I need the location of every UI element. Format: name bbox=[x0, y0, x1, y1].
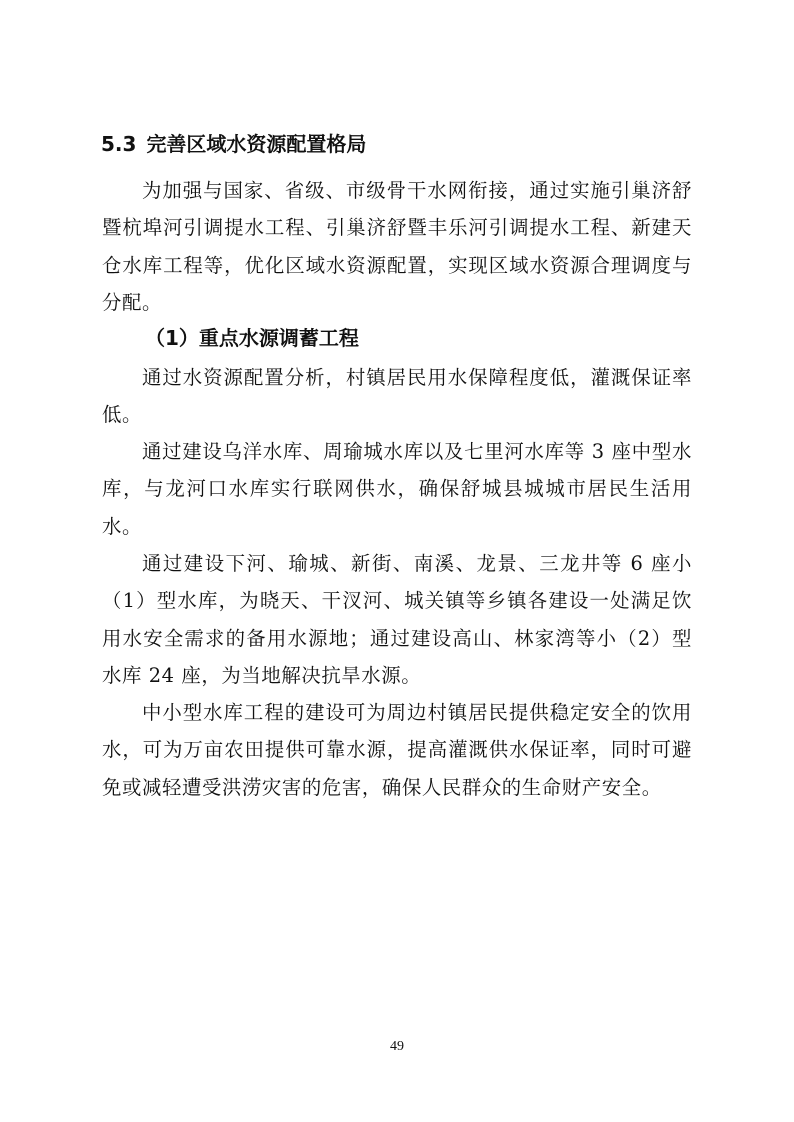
section-heading bbox=[101, 128, 366, 160]
paragraph-small-reservoirs: 通过建设下河、瑜城、新街、南溪、龙景、三龙井等 6 座小（1）型水库，为晓天、干汊河、城关镇等乡镇各建设一处满足饮用水安全需求的备用水源地；通过建设高山、林家湾等小（2）型水库 24 座，为当地解决抗旱水源。 bbox=[102, 552, 692, 687]
paragraph-analysis: 通过水资源配置分析，村镇居民用水保障程度低，灌溉保证率低。 bbox=[102, 366, 692, 427]
paragraph-medium-reservoirs: 通过建设乌洋水库、周瑜城水库以及七里河水库等 3 座中型水库，与龙河口水库实行联网供水，确保舒城县城城市居民生活用水。 bbox=[102, 440, 692, 538]
section-title: 完善区域水资源配置格局 bbox=[146, 132, 367, 156]
paragraph-intro: 为加强与国家、省级、市级骨干水网衔接，通过实施引巢济舒暨杭埠河引调提水工程、引巢济舒暨丰乐河引调提水工程、新建天仓水库工程等，优化区域水资源配置，实现区域水资源合理调度与分配。 bbox=[102, 179, 692, 314]
page-number: 49 bbox=[390, 1039, 404, 1054]
paragraph-benefits: 中小型水库工程的建设可为周边村镇居民提供稳定安全的饮用水，可为万亩农田提供可靠水源，提高灌溉供水保证率，同时可避免或减轻遭受洪涝灾害的危害，确保人民群众的生命财产安全。 bbox=[102, 701, 692, 799]
section-number: 5.3 bbox=[101, 132, 137, 156]
subsection-heading: （1）重点水源调蓄工程 bbox=[145, 326, 359, 350]
